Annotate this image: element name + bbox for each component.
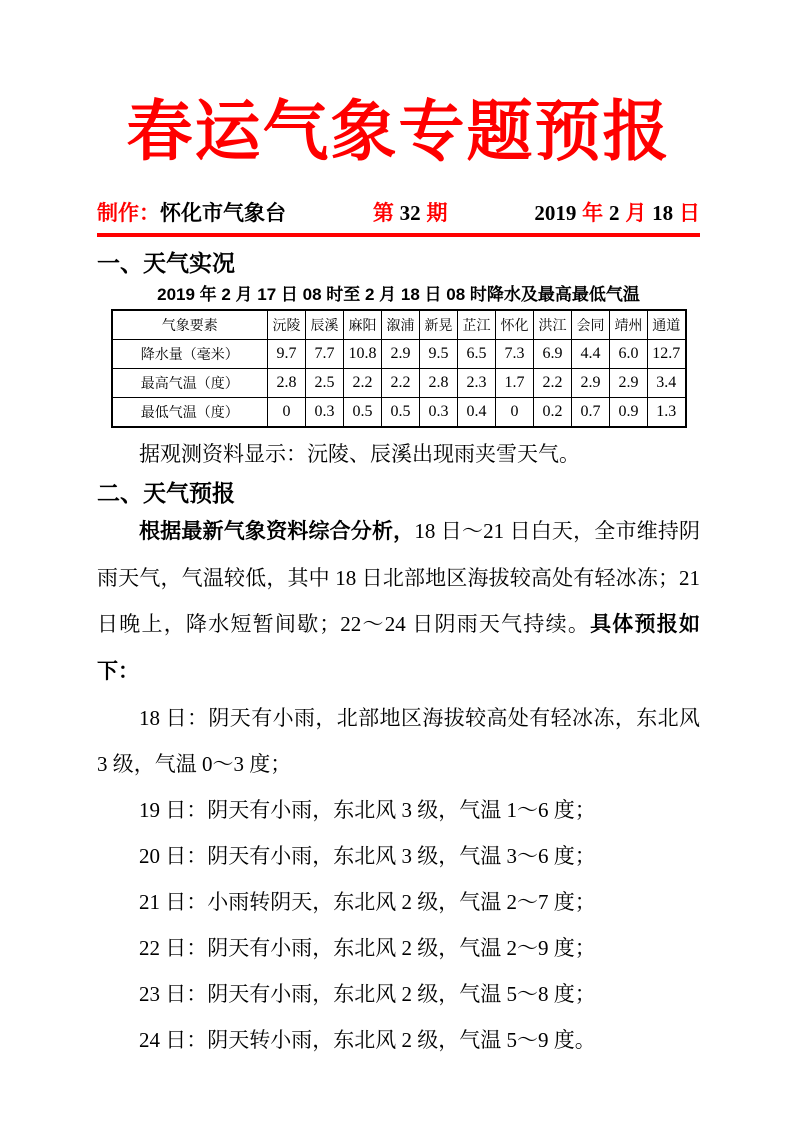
- table-cell: 0.9: [610, 397, 648, 427]
- forecast-day-20: 20 日：阴天有小雨，东北风 3 级，气温 3～6 度；: [139, 843, 596, 868]
- table-cell: 6.5: [458, 339, 496, 368]
- table-cell: 10.8: [344, 339, 382, 368]
- analysis-body-text: 18 日～21 日白天，全市维持阴雨天气，气温较低，其中 18 日北部地区海拔较高处有轻冰冻；21 日晚上，降水短暂间歇；22～24 日阴雨天气持续。: [97, 518, 701, 636]
- issue-prefix: 第: [372, 201, 400, 225]
- forecast-day-23: 23 日：阴天有小雨，东北风 2 级，气温 5～8 度；: [139, 981, 596, 1006]
- table-cell: 1.3: [648, 397, 686, 427]
- table-header-cell: 会同: [572, 310, 610, 340]
- date-month-unit: 月: [619, 201, 653, 225]
- table-cell: 9.7: [268, 339, 306, 368]
- row-label: 最高气温（度）: [112, 368, 268, 397]
- table-header-cell: 怀化: [496, 310, 534, 340]
- row-label: 降水量（毫米）: [112, 339, 268, 368]
- table-header-cell: 新晃: [420, 310, 458, 340]
- issue-number: 32: [399, 200, 421, 225]
- table-header-cell: 麻阳: [344, 310, 382, 340]
- issue-date-line: [534, 199, 700, 228]
- table-cell: 2.5: [306, 368, 344, 397]
- producer-name: 怀化市气象台: [160, 201, 286, 225]
- table-cell: 2.2: [344, 368, 382, 397]
- date-day: 18: [652, 200, 674, 225]
- table-cell: 2.9: [382, 339, 420, 368]
- masthead: [97, 199, 700, 228]
- table-cell: 0.5: [382, 397, 420, 427]
- red-divider-rule: [97, 233, 700, 237]
- forecast-day-24: 24 日：阴天转小雨，东北风 2 级，气温 5～9 度。: [139, 1027, 596, 1052]
- table-header-cell: 芷江: [458, 310, 496, 340]
- issue-number-line: [373, 199, 448, 228]
- document-title: 春运气象专题预报: [126, 96, 671, 169]
- table-cell: 3.4: [648, 368, 686, 397]
- observation-note: 据观测资料显示：沅陵、辰溪出现雨夹雪天气。: [139, 441, 580, 466]
- analysis-lead-bold: 根据最新气象资料综合分析，: [139, 519, 415, 543]
- table-cell: 0.5: [344, 397, 382, 427]
- table-cell: 2.3: [458, 368, 496, 397]
- weather-observation-table: [111, 309, 687, 428]
- table-cell: 7.7: [306, 339, 344, 368]
- table-cell: 0.2: [534, 397, 572, 427]
- table-cell: 7.3: [496, 339, 534, 368]
- row-label: 最低气温（度）: [112, 397, 268, 427]
- date-day-unit: 日: [673, 201, 700, 225]
- table-cell: 0.7: [572, 397, 610, 427]
- table-cell: 2.8: [268, 368, 306, 397]
- table-header-cell: 沅陵: [268, 310, 306, 340]
- table-header-cell: 气象要素: [112, 310, 268, 340]
- forecast-day-19: 19 日：阴天有小雨，东北风 3 级，气温 1～6 度；: [139, 797, 596, 822]
- forecast-day-22: 22 日：阴天有小雨，东北风 2 级，气温 2～9 度；: [139, 935, 596, 960]
- table-header-cell: 靖州: [610, 310, 648, 340]
- section1-heading: 一、天气实况: [97, 249, 235, 276]
- table-row-min-temp: [112, 397, 686, 427]
- table-cell: 6.9: [534, 339, 572, 368]
- issue-suffix: 期: [420, 201, 448, 225]
- producer-line: [97, 200, 286, 228]
- table-cell: 2.8: [420, 368, 458, 397]
- forecast-summary-paragraph: [97, 508, 700, 695]
- table-cell: 0.3: [420, 397, 458, 427]
- forecast-day-21: 21 日：小雨转阴天，东北风 2 级，气温 2～7 度；: [139, 889, 596, 914]
- table-header-cell: 通道: [648, 310, 686, 340]
- table-cell: 4.4: [572, 339, 610, 368]
- table-cell: 0: [268, 397, 306, 427]
- table-header-row: [112, 310, 686, 340]
- date-year: 2019: [534, 200, 577, 225]
- table-row-max-temp: [112, 368, 686, 397]
- table-cell: 12.7: [648, 339, 686, 368]
- table-cell: 9.5: [420, 339, 458, 368]
- date-month: 2: [608, 200, 620, 225]
- table-cell: 2.9: [610, 368, 648, 397]
- producer-label: 制作：: [97, 201, 160, 225]
- table-header-cell: 辰溪: [306, 310, 344, 340]
- table-cell: 6.0: [610, 339, 648, 368]
- section2-heading: 二、天气预报: [97, 479, 235, 506]
- forecast-day-18: 18 日：阴天有小雨，北部地区海拔较高处有轻冰冻，东北风 3 级，气温 0～3 度；: [97, 705, 700, 776]
- table-title: 2019 年 2 月 17 日 08 时至 2 月 18 日 08 时降水及最高最低气温: [157, 284, 640, 304]
- table-cell: 0.3: [306, 397, 344, 427]
- table-cell: 0.4: [458, 397, 496, 427]
- table-row-precipitation: [112, 339, 686, 368]
- table-header-cell: 洪江: [534, 310, 572, 340]
- table-cell: 2.2: [534, 368, 572, 397]
- table-cell: 0: [496, 397, 534, 427]
- date-year-unit: 年: [576, 201, 609, 225]
- table-header-cell: 溆浦: [382, 310, 420, 340]
- table-cell: 2.9: [572, 368, 610, 397]
- analysis-tail-bold: 具体预报如下：: [97, 612, 700, 683]
- table-cell: 2.2: [382, 368, 420, 397]
- table-cell: 1.7: [496, 368, 534, 397]
